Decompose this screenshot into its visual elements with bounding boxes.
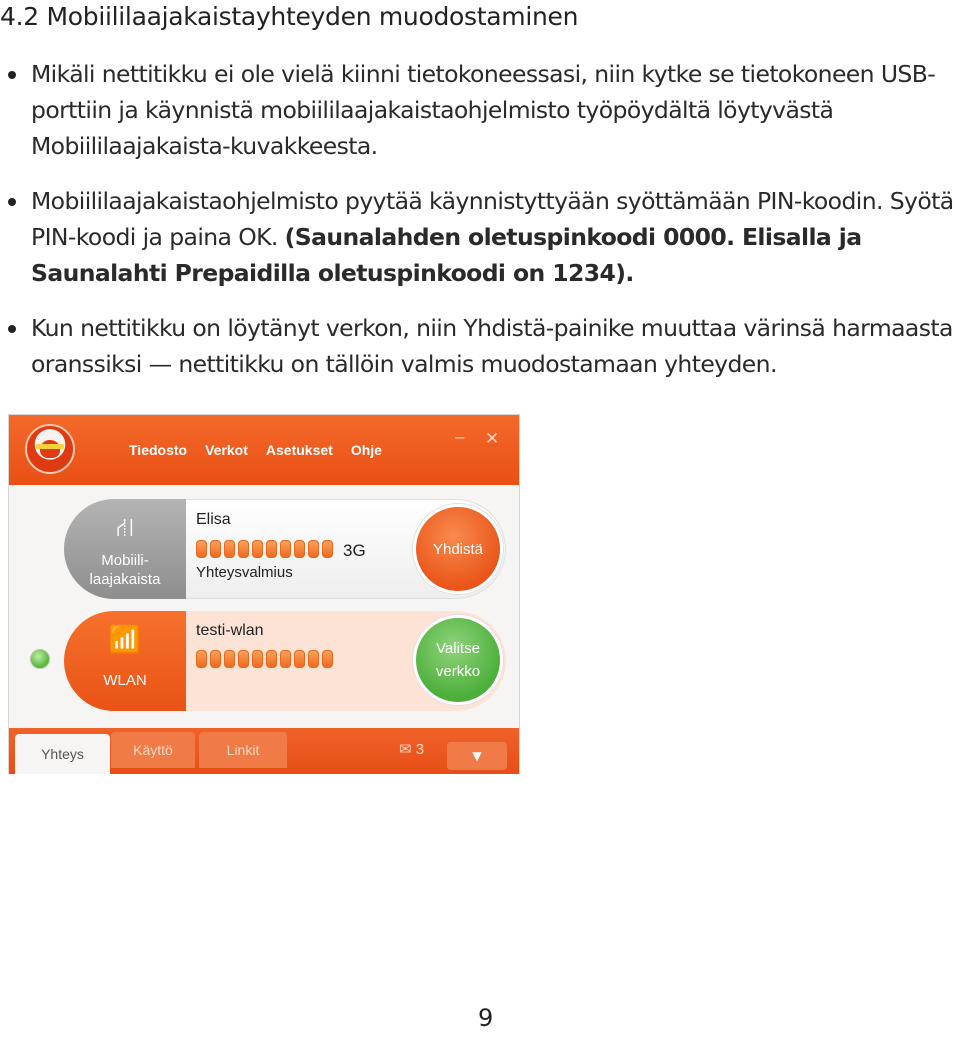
connection-status: Yhteysvalmius (196, 564, 293, 581)
tab-connection[interactable]: Yhteys (15, 734, 110, 774)
section-heading: 4.2 Mobiililaajakaistayhteyden muodostaminen (0, 2, 579, 31)
connect-button[interactable]: Yhdistä (413, 504, 503, 594)
menu-item-file[interactable]: Tiedosto (129, 442, 188, 458)
operator-logo-icon (25, 424, 75, 474)
app-screenshot (8, 414, 520, 774)
network-technology: 3G (343, 541, 366, 560)
mobile-broadband-badge (64, 499, 186, 599)
messages-count: 3 (415, 741, 425, 758)
expand-dropdown-button[interactable] (447, 742, 507, 770)
menu-item-settings[interactable]: Asetukset (265, 442, 333, 458)
bullet-icon (8, 325, 16, 333)
wlan-status-led (30, 649, 50, 669)
wlan-network-name: testi-wlan (196, 622, 264, 639)
messages-indicator[interactable] (399, 740, 424, 758)
menu-item-networks[interactable]: Verkot (205, 442, 248, 458)
wlan-signal-bars (196, 650, 333, 668)
bullet-text: Mikäli nettitikku ei ole vielä kiinni tietokoneessasi, niin kytke se tietokoneen USB-porttiin ja käynnistä mobiililaajakaistaohjelmisto työpöydältä löytyvästä Mobiililaajakaista-kuvakkeesta. (31, 60, 936, 160)
highway-icon: ⛙ (115, 512, 135, 542)
chevron-down-icon: ▼ (472, 749, 482, 763)
mobile-badge-label: Mobiili- laajakaista (89, 552, 161, 588)
page-number: 9 (478, 1004, 494, 1032)
operator-name: Elisa (196, 511, 231, 528)
bullet-text: Kun nettitikku on löytänyt verkon, niin Yhdistä-painike muuttaa värinsä harmaasta oranssiksi — nettitikku on tällöin valmis muodostamaan yhteyden. (31, 314, 953, 378)
list-item (8, 310, 958, 382)
list-item (8, 183, 958, 291)
footer-tab-bar (9, 728, 519, 774)
tab-usage[interactable]: Käyttö (111, 732, 195, 768)
bullet-icon (8, 198, 16, 206)
minimize-icon[interactable]: – (455, 427, 465, 446)
menu-bar (129, 442, 382, 458)
envelope-icon: ✉ (399, 741, 412, 758)
instruction-list (8, 56, 958, 401)
bullet-text: Mobiililaajakaistaohjelmisto pyytää käynnistyttyään syöttämään PIN-koodin. Syötä PIN-koodi ja paina OK. (31, 187, 954, 251)
list-item (8, 56, 958, 164)
bullet-bold-text: (Saunalahden oletuspinkoodi 0000. Elisalla ja Saunalahti Prepaidilla oletuspinkoodi on 1234). (31, 223, 862, 287)
mobile-signal-bars (196, 540, 333, 558)
select-network-button[interactable]: Valitse verkko (413, 615, 503, 705)
close-icon[interactable]: ✕ (485, 429, 500, 448)
wlan-badge-label: WLAN (103, 672, 147, 689)
wlan-badge (64, 611, 186, 711)
tab-links[interactable]: Linkit (199, 732, 287, 768)
bullet-icon (8, 71, 16, 79)
wifi-icon: 📶 (108, 624, 142, 654)
menu-item-help[interactable]: Ohje (350, 442, 382, 458)
title-bar (9, 415, 519, 485)
